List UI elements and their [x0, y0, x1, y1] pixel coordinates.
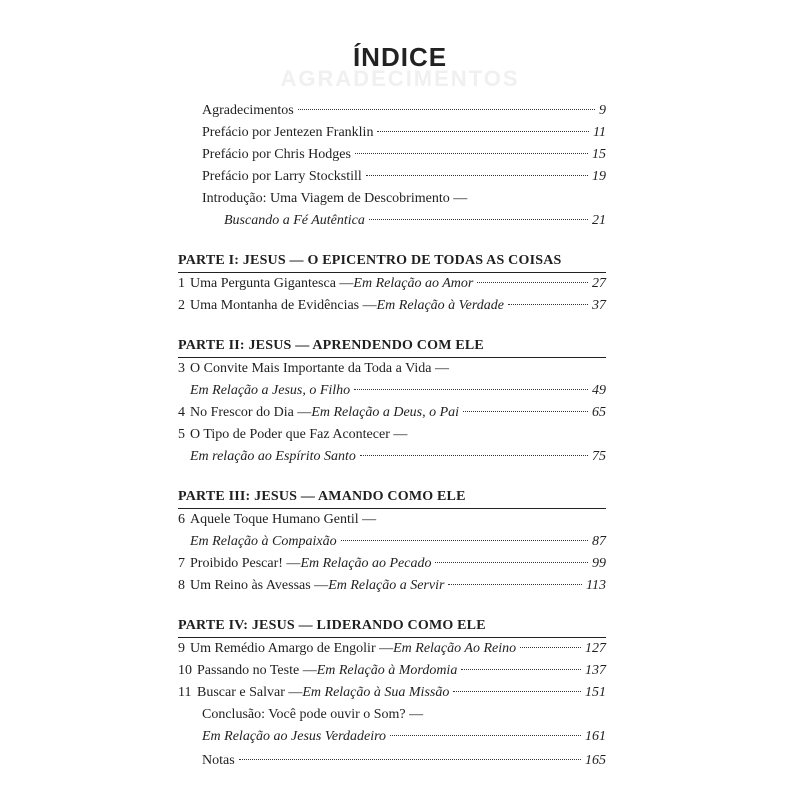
chapter-subtitle: Em Relação a Deus, o Pai	[311, 405, 460, 420]
chapter-page: 99	[592, 556, 606, 571]
chapter-title: Um Remédio Amargo de Engolir —	[190, 641, 394, 656]
page-title: ÍNDICE	[352, 42, 448, 72]
dot-leader	[461, 669, 581, 670]
toc-entry-label: Notas	[202, 753, 235, 768]
dot-leader	[390, 735, 581, 736]
dot-leader	[355, 153, 588, 154]
toc-chapter-3[interactable]	[178, 358, 606, 380]
part-heading-4: PARTE IV: JESUS — LIDERANDO COMO ELE	[178, 618, 486, 633]
chapter-number: 5	[178, 427, 185, 442]
chapter-subtitle: Em Relação Ao Reino	[393, 641, 517, 656]
dot-leader	[341, 540, 588, 541]
toc-entry-page: 9	[599, 103, 606, 118]
toc-chapter-8[interactable]	[178, 575, 606, 597]
toc-entry-label: Prefácio por Chris Hodges	[202, 147, 351, 162]
part-heading-1: PARTE I: JESUS — O EPICENTRO DE TODAS AS COISAS	[178, 253, 562, 268]
chapter-subtitle: Em Relação à Verdade	[376, 298, 505, 313]
toc-entry-label: Prefácio por Larry Stockstill	[202, 169, 362, 184]
chapter-subtitle: Em Relação à Compaixão	[190, 534, 337, 549]
chapter-title: Um Reino às Avessas —	[190, 578, 329, 593]
toc-entry-introduction[interactable]	[178, 188, 606, 210]
chapter-title: Aquele Toque Humano Gentil —	[190, 512, 377, 527]
chapter-page: 49	[592, 383, 606, 398]
chapter-subtitle: Em Relação à Mordomia	[316, 663, 458, 678]
chapter-title: Uma Montanha de Evidências —	[190, 298, 377, 313]
toc-entry-page: 15	[592, 147, 606, 162]
dot-leader	[377, 131, 589, 132]
chapter-page: 65	[592, 405, 606, 420]
toc-entry-introduction-sub[interactable]	[178, 210, 606, 232]
toc-entry-subtitle: Em Relação ao Jesus Verdadeiro	[202, 729, 387, 744]
chapter-subtitle: Em Relação ao Amor	[353, 276, 474, 291]
chapter-page: 75	[592, 449, 606, 464]
ghost-heading: AGRADECIMENTOS	[280, 66, 520, 91]
chapter-subtitle: Em relação ao Espírito Santo	[190, 449, 356, 464]
chapter-subtitle: Em Relação à Sua Missão	[302, 685, 450, 700]
chapter-page: 37	[592, 298, 606, 313]
chapter-number: 2	[178, 298, 185, 313]
toc-entry-label: Agradecimentos	[202, 103, 294, 118]
chapter-number: 4	[178, 405, 185, 420]
dot-leader	[298, 109, 595, 110]
dot-leader	[366, 175, 588, 176]
part-heading-2: PARTE II: JESUS — APRENDENDO COM ELE	[178, 338, 484, 353]
chapter-title: Passando no Teste —	[197, 663, 317, 678]
chapter-subtitle: Em Relação a Servir	[328, 578, 445, 593]
toc-chapter-10[interactable]	[178, 660, 606, 682]
chapter-number: 3	[178, 361, 185, 376]
chapter-number: 1	[178, 276, 185, 291]
part-heading-3: PARTE III: JESUS — AMANDO COMO ELE	[178, 489, 466, 504]
chapter-number: 9	[178, 641, 185, 656]
dot-leader	[435, 562, 588, 563]
chapter-page: 127	[585, 641, 606, 656]
toc-entry-label: Conclusão: Você pode ouvir o Som? —	[202, 707, 424, 722]
chapter-title: Buscar e Salvar —	[197, 685, 303, 700]
chapter-title: Proibido Pescar! —	[190, 556, 301, 571]
toc-entry-preface-stockstill[interactable]	[178, 166, 606, 188]
toc-chapter-3-sub[interactable]	[178, 380, 606, 402]
chapter-page: 27	[592, 276, 606, 291]
toc-entry-page: 161	[585, 729, 606, 744]
toc-entry-preface-franklin[interactable]	[178, 122, 606, 144]
toc-chapter-7[interactable]	[178, 553, 606, 575]
dot-leader	[508, 304, 588, 305]
chapter-subtitle: Em Relação ao Pecado	[300, 556, 432, 571]
chapter-page: 87	[592, 534, 606, 549]
toc-entry-conclusion[interactable]	[178, 704, 606, 726]
toc-entry-page: 19	[592, 169, 606, 184]
chapter-number: 8	[178, 578, 185, 593]
chapter-number: 7	[178, 556, 185, 571]
table-of-contents	[178, 100, 606, 772]
dot-leader	[520, 647, 581, 648]
toc-chapter-4[interactable]	[178, 402, 606, 424]
dot-leader	[239, 759, 581, 760]
dot-leader	[369, 219, 588, 220]
toc-chapter-11[interactable]	[178, 682, 606, 704]
toc-entry-page: 11	[593, 125, 606, 140]
toc-chapter-9[interactable]	[178, 638, 606, 660]
toc-chapter-1[interactable]	[178, 273, 606, 295]
chapter-page: 151	[585, 685, 606, 700]
chapter-title: Uma Pergunta Gigantesca —	[190, 276, 354, 291]
toc-chapter-5[interactable]	[178, 424, 606, 446]
toc-chapter-6-sub[interactable]	[178, 531, 606, 553]
chapter-page: 113	[586, 578, 606, 593]
toc-entry-acknowledgements[interactable]	[178, 100, 606, 122]
toc-entry-notes[interactable]	[178, 750, 606, 772]
chapter-number: 6	[178, 512, 185, 527]
chapter-title: O Convite Mais Importante da Toda a Vida —	[190, 361, 449, 376]
chapter-number: 11	[178, 685, 192, 700]
toc-chapter-5-sub[interactable]	[178, 446, 606, 468]
toc-entry-subtitle: Buscando a Fé Autêntica	[224, 213, 365, 228]
dot-leader	[477, 282, 588, 283]
chapter-title: O Tipo de Poder que Faz Acontecer —	[190, 427, 408, 442]
toc-entry-conclusion-sub[interactable]	[178, 726, 606, 748]
toc-chapter-6[interactable]	[178, 509, 606, 531]
dot-leader	[463, 411, 588, 412]
dot-leader	[448, 584, 582, 585]
toc-entry-preface-hodges[interactable]	[178, 144, 606, 166]
dot-leader	[453, 691, 581, 692]
dot-leader	[354, 389, 588, 390]
toc-entry-label: Introdução: Uma Viagem de Descobrimento —	[202, 191, 468, 206]
dot-leader	[360, 455, 588, 456]
chapter-subtitle: Em Relação a Jesus, o Filho	[190, 383, 351, 398]
toc-chapter-2[interactable]	[178, 295, 606, 317]
toc-entry-page: 21	[592, 213, 606, 228]
chapter-number: 10	[178, 663, 192, 678]
chapter-page: 137	[585, 663, 606, 678]
toc-entry-label: Prefácio por Jentezen Franklin	[202, 125, 374, 140]
toc-entry-page: 165	[585, 753, 606, 768]
chapter-title: No Frescor do Dia —	[190, 405, 312, 420]
